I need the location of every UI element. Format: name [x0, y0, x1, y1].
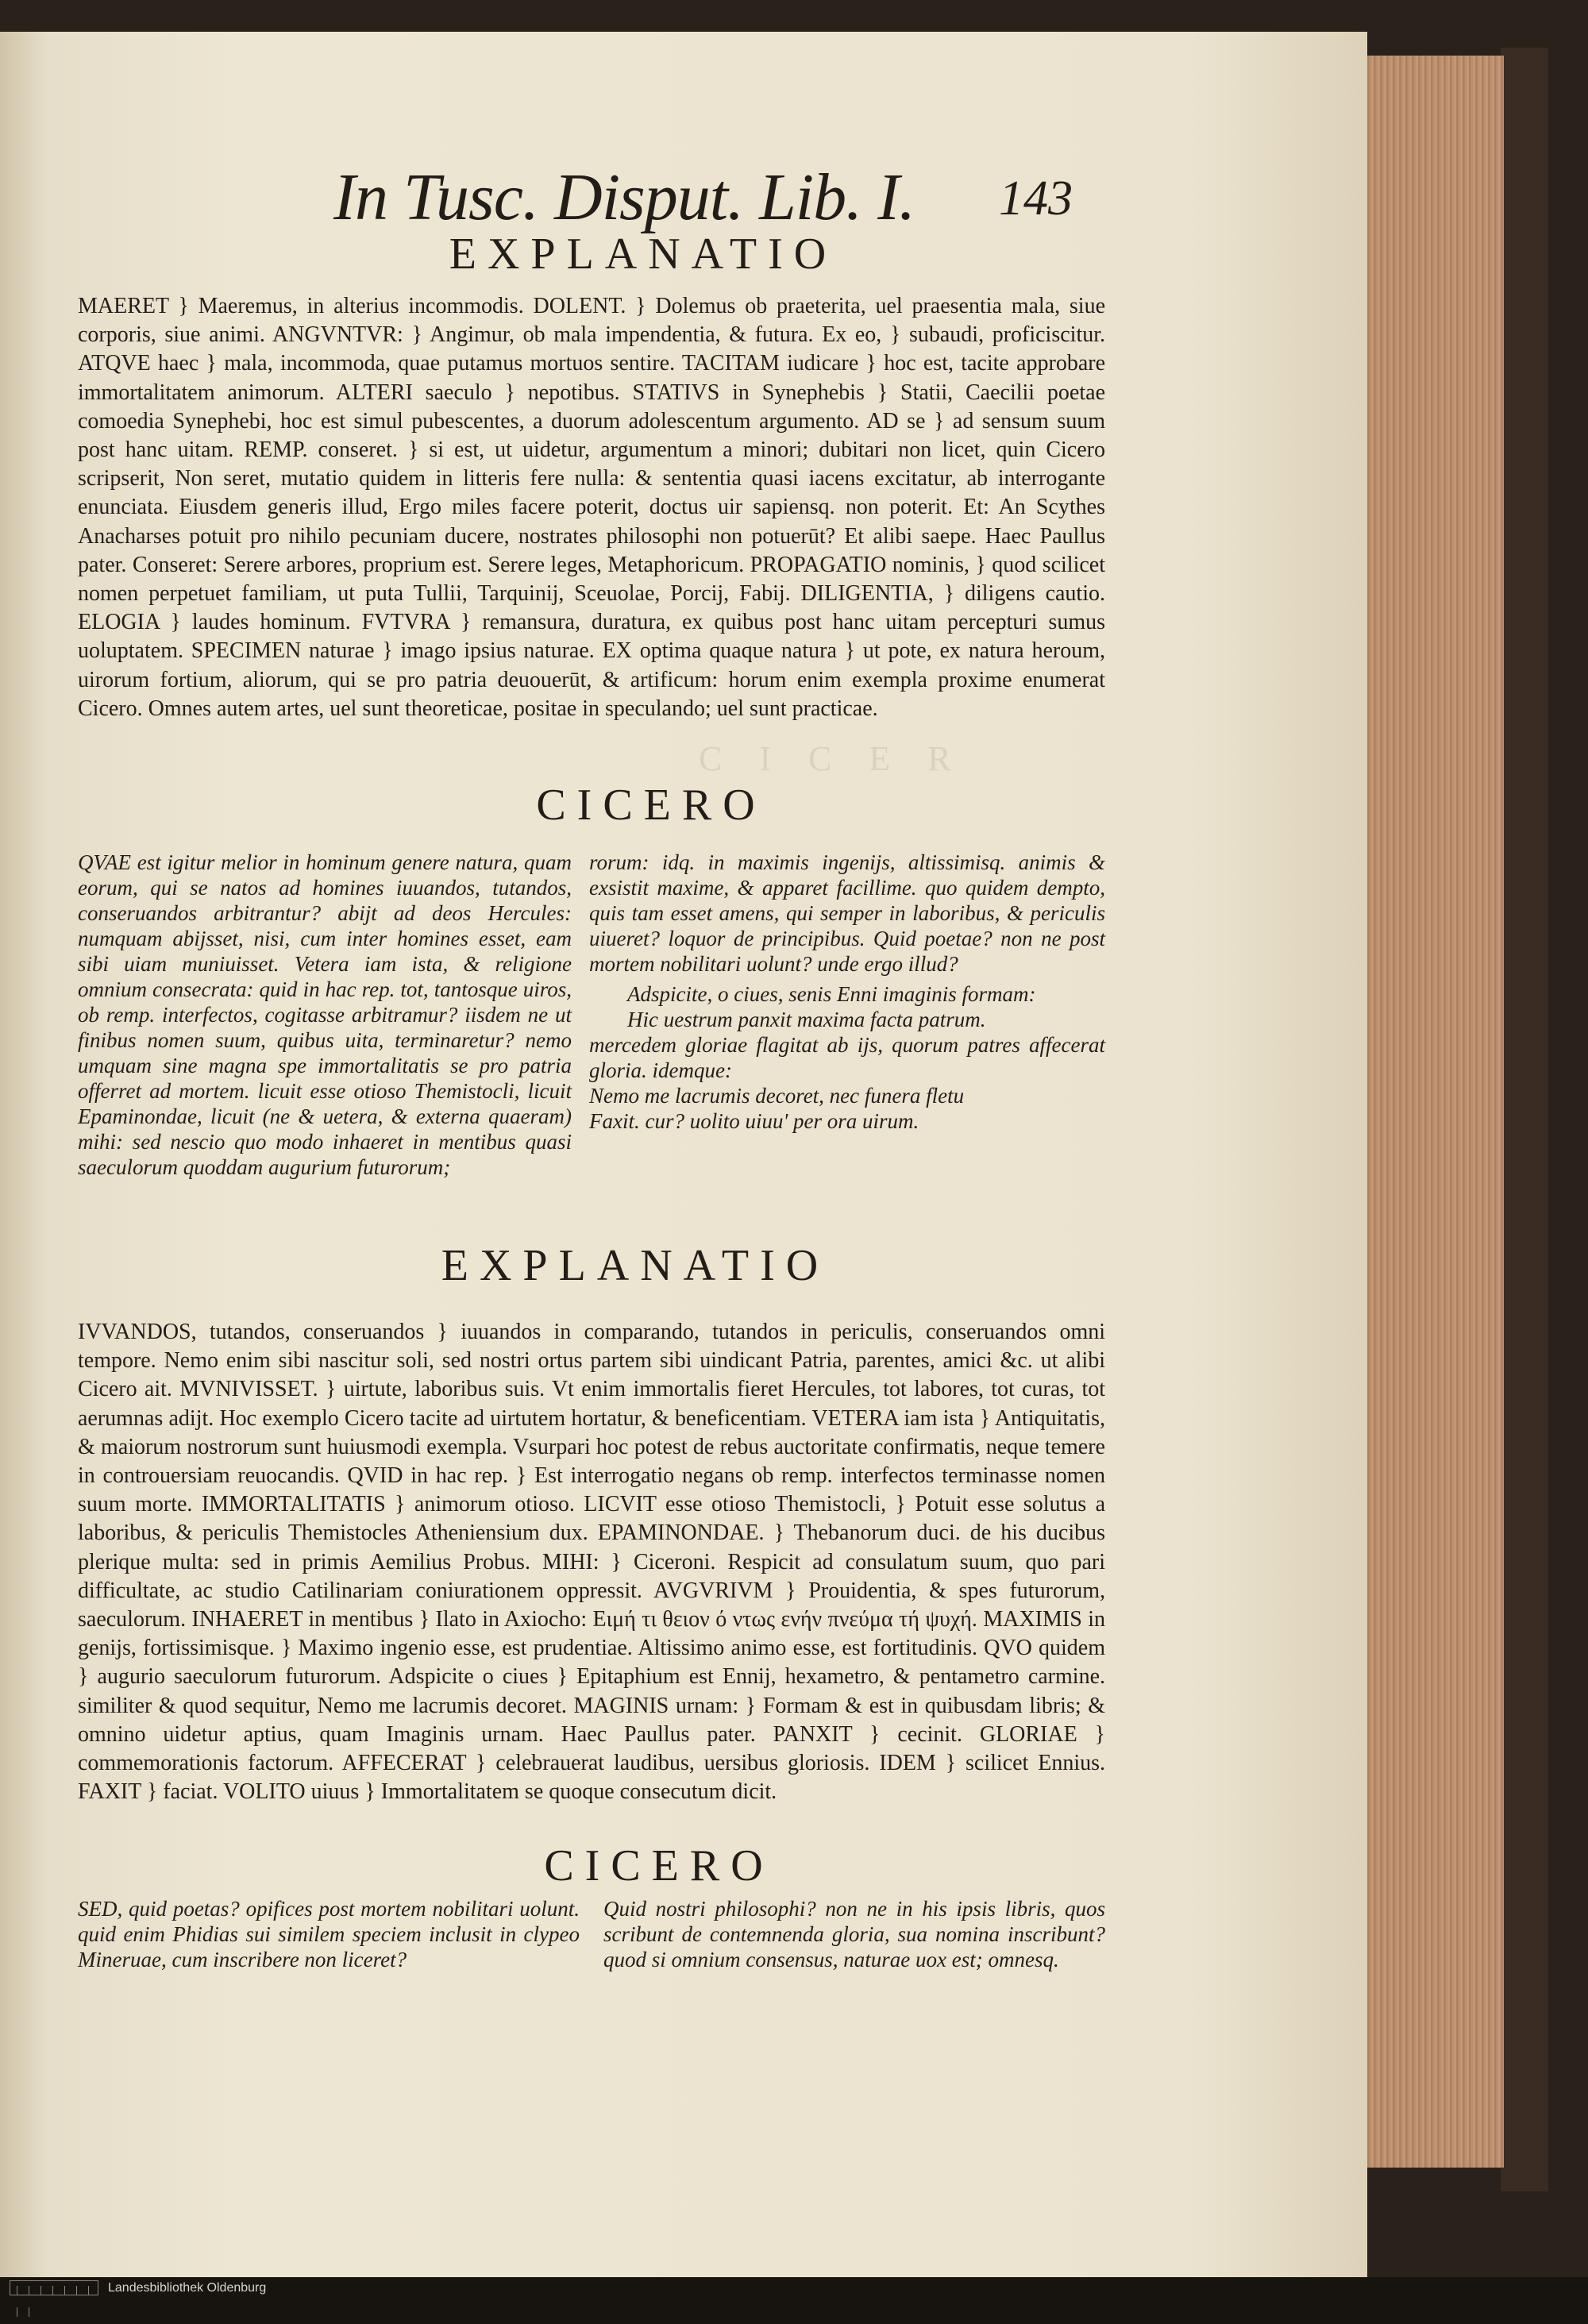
page-number: 143 — [999, 172, 1073, 225]
section-heading-explanatio-1: EXPLANATIO — [449, 229, 838, 279]
cicero-text-left-2: SED, quid poetas? opifices post mortem nobilitari uolunt. quid enim Phidias sui similem speciem inclusit in clypeo Mineruae, cum inscribere non liceret? — [78, 1897, 580, 1971]
verse-line-2: Hic uestrum panxit maxima facta patrum. — [627, 1008, 986, 1031]
cicero-column-right-1 — [589, 850, 1105, 1134]
running-head: In Tusc. Disput. Lib. I. — [333, 160, 915, 234]
cicero-text-left-1: QVAE est igitur melior in hominum genere natura, quam eorum, qui se natos ad homines iuuandos, tutandos, conseruandos arbitrantur? abijt ad deos Hercules: numquam abijsset, nisi, cum inter homines esset, eam sibi uiam muniuisset. Vetera iam ista, & religione omnium consecrata: quid in hac rep. tot, tantosque uiros, ob remp. interfectos, cogitasse arbitramur? iisdem ne ut finibus nomen suum, quibus uita, terminaretur? nemo umquam sine magna spe immortalitatis se pro patria offerret ad mortem. licuit esse otioso Themistocli, licuit Epaminondae, licuit (ne & uetera, & externa quaeram) mihi: sed nescio quo modo inhaeret in mentibus quasi saeculorum quoddam augurium futurorum; — [78, 850, 572, 1179]
library-footer-bar — [0, 2277, 1588, 2299]
cicero-text-right-1a: rorum: idq. in maximis ingenijs, altissimisq. animis & exsistit maxime, & apparet facillime. quo quidem dempto, quis tam esset amens, qui semper in laboribus, & periculis uiueret? loquor de principibus. Quid poetae? non ne post mortem nobilitari uolunt? unde ergo illud? — [589, 850, 1105, 976]
verse-line-3: Nemo me lacrumis decoret, nec funera fletu — [589, 1084, 965, 1108]
verse-line-4: Faxit. cur? uolito uiuu' per ora uirum. — [589, 1109, 919, 1133]
cicero-column-right-2 — [603, 1896, 1105, 1972]
verse-line-1: Adspicite, o ciues, senis Enni imaginis formam: — [627, 982, 1036, 1006]
cicero-column-left-1 — [78, 850, 572, 1180]
cicero-text-right-1b: mercedem gloriae flagitat ab ijs, quorum patres affecerat gloria. idemque: — [589, 1033, 1105, 1082]
cicero-column-left-2 — [78, 1896, 580, 1972]
book-fore-edge-shadow — [1501, 48, 1548, 2191]
section-heading-explanatio-2: EXPLANATIO — [441, 1241, 830, 1290]
explanatio-paragraph-1 — [78, 292, 1105, 723]
section-heading-cicero-2: CICERO — [544, 1841, 774, 1890]
section-heading-cicero-1: CICERO — [536, 780, 766, 830]
cicero-text-right-2: Quid nostri philosophi? non ne in his ipsis libris, quos scribunt de contemnenda gloria, sua nomina inscribunt? quod si omnium consensus, naturae uox est; omnesq. — [603, 1897, 1105, 1971]
library-building-icon — [10, 2280, 98, 2295]
explanatio-text-2: IVVANDOS, tutandos, conseruandos } iuuandos in comparando, tutandos in periculis, conseruandos omni tempore. Nemo enim sibi nascitur soli, sed nostri ortus partem sibi uindicant Patria, parentes, amici &c. ut alibi Cicero ait. MVNIVISSET. } uirtute, laboribus suis. Vt enim immortalis fieret Hercules, tot labores, tot curas, tot aerumnas adijt. Hoc exemplo Cicero tacite ad uirtutem hortatur, & beneficentiam. VETERA iam ista } Antiquitatis, & maiorum nostrorum sunt huiusmodi exempla. Vsurpari hoc potest de rebus auctoritate confirmatis, neque temere in controuersiam reuocandis. QVID in hac rep. } Est interrogatio negans ob remp. interfectos terminasse nomen suum morte. IMMORTALITATIS } animorum otioso. LICVIT esse otioso Themistocli, } Potuit esse solutus a laboribus, & periculis Themistocles Atheniensium dux. EPAMINONDAE. } Thebanorum duci. de his ducibus plerique multa: sed in primis Aemilius Probus. MIHI: } Ciceroni. Respicit ad consulatum suum, quo pari difficultate, ac studio Catilinariam coniurationem oppressit. AVGVRIVM } Prouidentia, & spes futurorum, saeculorum. INHAERET in mentibus } Ilato in Axiocho: Ειμή τι θειον ό ντως ενήν πνεύμα τή ψυχή. MAXIMIS in genijs, fortissimisque. } Maximo ingenio esse, est prudentiae. Altissimo animo esse, est fortitudinis. QVO quidem } augurio saeculorum futurorum. Adspicite o ciues } Epitaphium est Ennij, hexametro, & pentametro carmine. similiter & quod sequitur, Nemo me lacrumis decoret. MAGINIS urnam: } Formam & est in quibusdam libris; & omnino uidetur aptius, quam Imaginis urnam. Haec Paullus pater. PANXIT } cecinit. GLORIAE } commemorationis factorum. AFFECERAT } celebrauerat laudibus, uersibus gloriosis. IDEM } scilicet Ennius. FAXIT } faciat. VOLITO uiuus } Immortalitatem se quoque consecutum dicit. — [78, 1320, 1105, 1805]
bleed-through-text: C I C E R — [699, 739, 966, 778]
explanatio-paragraph-2 — [78, 1318, 1105, 1806]
explanatio-text-1: MAERET } Maeremus, in alterius incommodis. DOLENT. } Dolemus ob praeterita, uel praesentia mala, siue corporis, siue animi. ANGVNTVR: } Angimur, ob mala impendentia, & futura. Ex eo, } subaudi, proficiscitur. ATQVE haec } mala, incommoda, quae putamus mortuos sentire. TACITAM iudicare } hoc est, tacite approbare immortalitatem animorum. ALTERI saeculo } nepotibus. STATIVS in Synephebis } Statii, Caecilii poetae comoedia Synephebi, hoc est simul pubescentes, a duorum adolescentum argumento. AD se } ad sensum suum post hanc uitam. REMP. conseret. } si est, ut uidetur, argumentum a minori; dubitari non licet, quin Cicero scripserit, Non seret, mutatio quidem in litteris fere nulla: & sententia quasi iacens excitatur, ab interrogante enunciata. Eiusdem generis illud, Ergo miles facere poterit, doctus uir sapiensq. non poterit. Et: An Scythes Anacharses potuit pro nihilo pecuniam ducere, nostrates philosophi non potuerūt? Et alibi saepe. Haec Paullus pater. Conseret: Serere arbores, proprium est. Serere leges, Metaphoricum. PROPAGATIO nominis, } quod scilicet nomen perpetuet familiam, ut puta Tullii, Tarquinij, Sceuolae, Porcij, Fabij. DILIGENTIA, } diligens cautio. ELOGIA } laudes hominum. FVTVRA } remansura, duratura, ex quibus post hanc uitam percepturi sumus uoluptatem. SPECIMEN naturae } imago ipsius naturae. EX optima quaque natura } ut pote, ex natura heroum, uirorum fortium, aliorum, qui se pro patria deuouerūt, & artificum: horum enim exempla proxime enumerat Cicero. Omnes autem artes, uel sunt theoreticae, positae in speculando; uel sunt practicae. — [78, 294, 1105, 721]
library-name: Landesbibliothek Oldenburg — [108, 2281, 267, 2295]
